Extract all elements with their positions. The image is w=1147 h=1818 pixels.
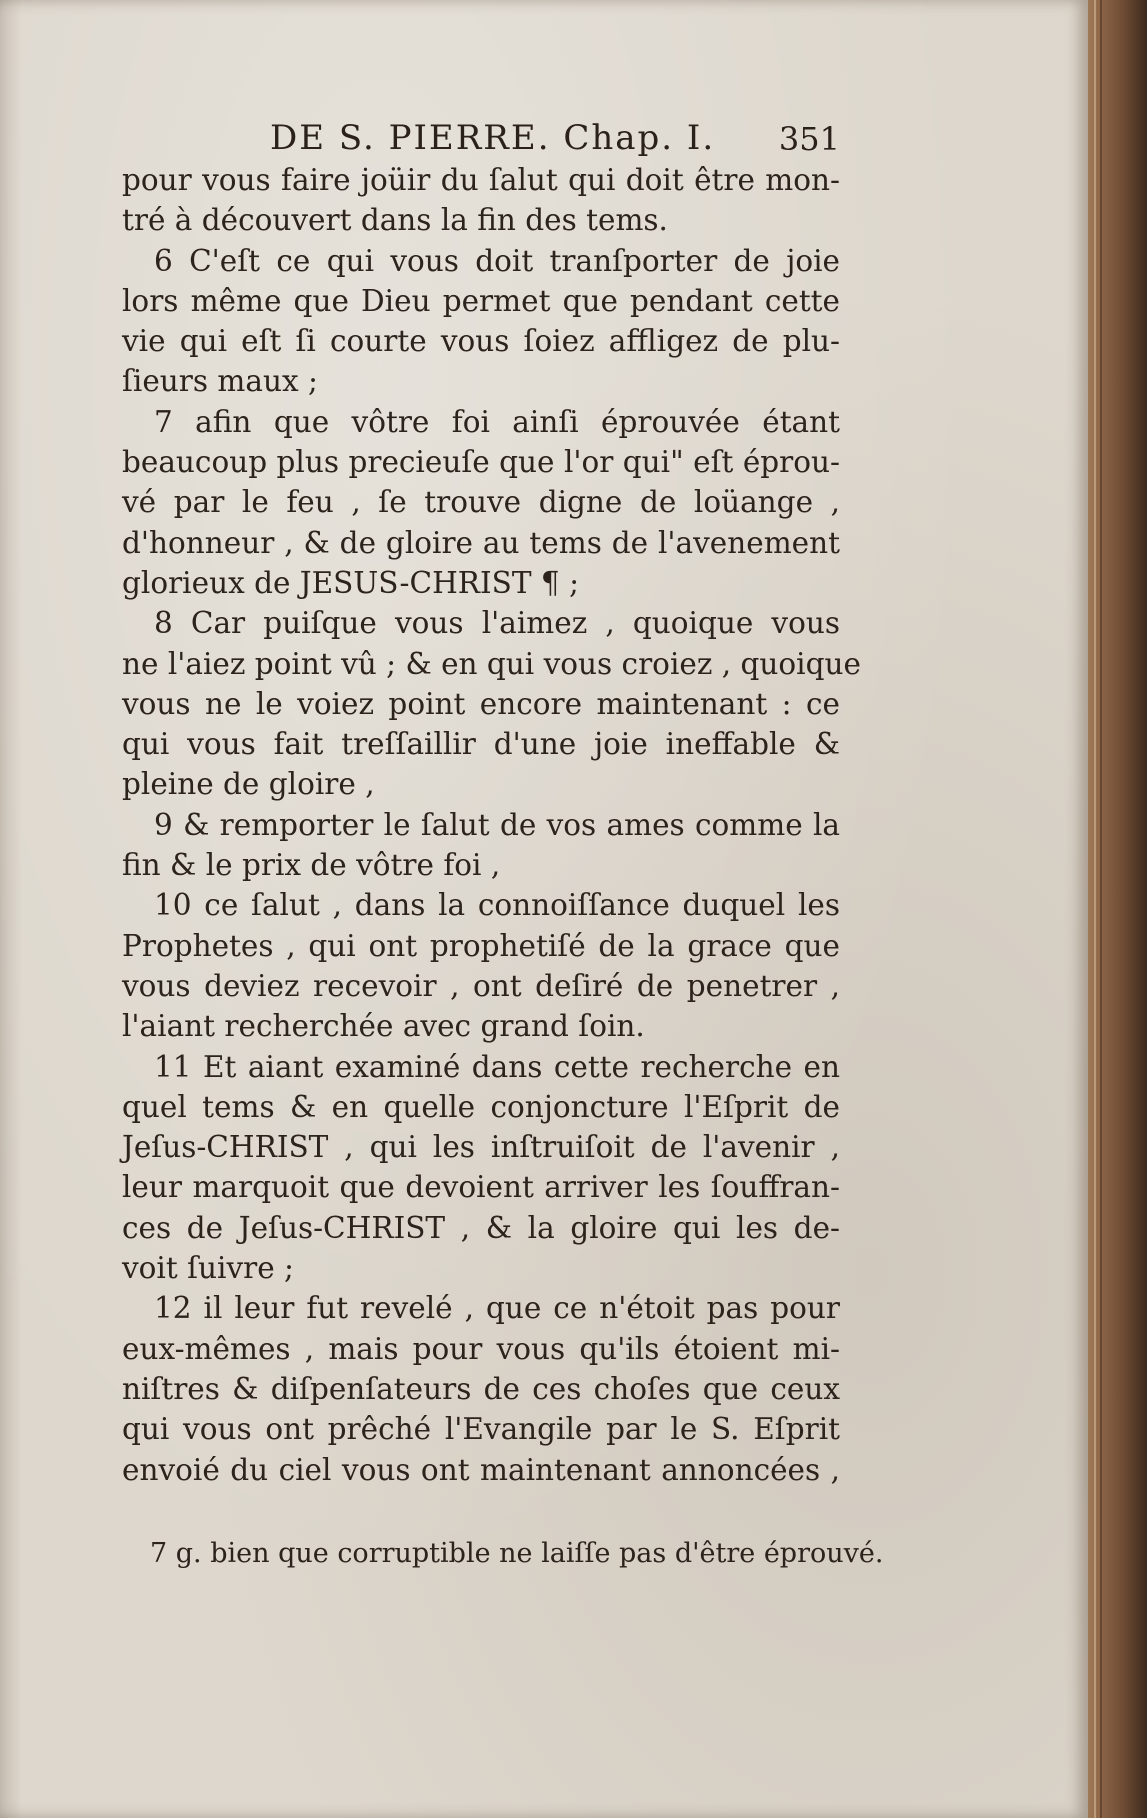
text-line: qui vous ont prêché l'Evangile par le S. Eſprit xyxy=(122,1412,840,1447)
text-line: ne l'aiez point vû ; & en qui vous croiez , quoique xyxy=(122,646,861,681)
text-line: ſieurs maux ; xyxy=(122,364,318,399)
text-line: 7 afin que vôtre foi ainſi éprouvée étant xyxy=(154,404,840,439)
text-line: niſtres & diſpenſateurs de ces choſes que ceux xyxy=(122,1371,840,1406)
page-edge-stripe xyxy=(1094,0,1096,1818)
page-edge-stripe xyxy=(1100,0,1102,1818)
text-line: 9 & remporter le ſalut de vos ames comme la xyxy=(154,807,840,842)
text-line: l'aiant recherchée avec grand ſoin. xyxy=(122,1009,645,1044)
text-line: 8 Car puiſque vous l'aimez , quoique vous xyxy=(154,606,840,641)
text-line: eux-mêmes , mais pour vous qu'ils étoient mi- xyxy=(122,1331,840,1366)
text-line: 10 ce ſalut , dans la connoiſſance duquel les xyxy=(154,888,840,923)
text-line: pleine de gloire , xyxy=(122,767,375,802)
text-line: leur marquoit que devoient arriver les ſouffran- xyxy=(122,1170,840,1205)
text-line: tré à découvert dans la fin des tems. xyxy=(122,203,668,238)
footnote: 7 g. bien que corruptible ne laiſſe pas d'être éprouvé. xyxy=(150,1538,884,1569)
body-text xyxy=(122,160,861,1490)
text-line: envoié du ciel vous ont maintenant annoncées , xyxy=(122,1452,840,1487)
text-line: voit ſuivre ; xyxy=(122,1251,294,1286)
text-line: quel tems & en quelle conjoncture l'Eſprit de xyxy=(122,1089,840,1124)
text-line: vous ne le voiez point encore maintenant : ce xyxy=(122,686,840,721)
text-line: ces de Jeſus-CHRIST , & la gloire qui les de- xyxy=(122,1210,840,1245)
text-line: vie qui eſt ſi courte vous ſoiez affligez de plu- xyxy=(122,324,840,359)
text-line: 6 C'eſt ce qui vous doit tranſporter de joie xyxy=(154,243,840,278)
text-line: 11 Et aiant examiné dans cette recherche en xyxy=(154,1049,840,1084)
text-line: glorieux de JESUS-CHRIST ¶ ; xyxy=(122,565,580,600)
text-line: d'honneur , & de gloire au tems de l'avenement xyxy=(122,525,840,560)
page-edge xyxy=(1088,0,1147,1818)
text-line: Prophetes , qui ont prophetiſé de la grace que xyxy=(122,928,840,963)
text-line: Jeſus-CHRIST , qui les inſtruiſoit de l'avenir , xyxy=(122,1130,840,1165)
text-line: lors même que Dieu permet que pendant cette xyxy=(122,283,840,318)
text-line: vous deviez recevoir , ont deſiré de penetrer , xyxy=(122,968,840,1003)
running-title: DE S. PIERRE. Chap. I. xyxy=(270,118,716,158)
page-number: 351 xyxy=(778,120,840,158)
text-line: pour vous faire joüir du ſalut qui doit être mon- xyxy=(122,163,840,197)
text-line: beaucoup plus precieuſe que l'or qui" eſt éprou- xyxy=(122,445,840,480)
text-line: fin & le prix de vôtre foi , xyxy=(122,848,501,883)
text-line: 12 il leur fut revelé , que ce n'étoit pas pour xyxy=(154,1291,840,1326)
text-line: qui vous fait treſſaillir d'une joie ineffable & xyxy=(122,727,840,762)
text-line: vé par le feu , ſe trouve digne de loüange , xyxy=(122,485,840,520)
